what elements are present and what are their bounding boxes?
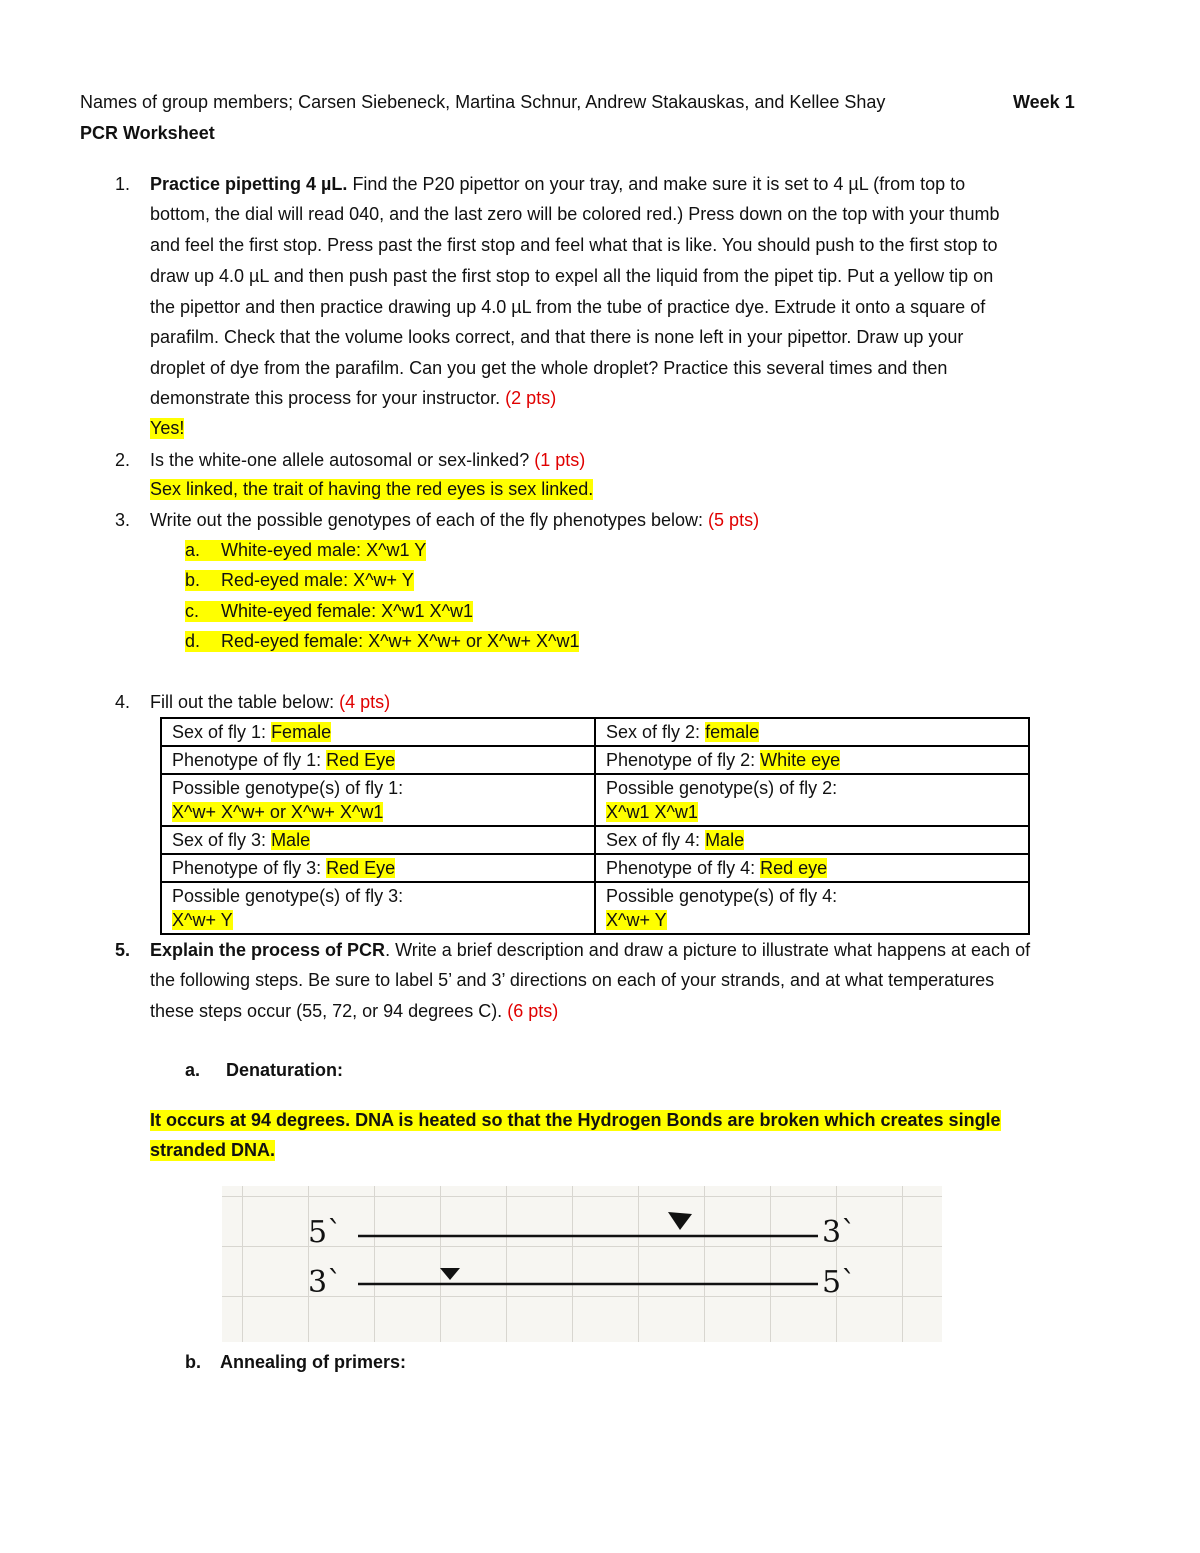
cell-answer: X^w1 X^w1: [606, 802, 698, 822]
q3-item-a-answer: X^w1 Y: [366, 540, 427, 560]
q5-heading: Explain the process of PCR: [150, 940, 386, 960]
q3-item-d-label: Red-eyed female:: [221, 631, 364, 651]
q2-points: (1 pts): [534, 450, 586, 470]
table-row: [161, 718, 1029, 746]
q3-item-b-answer: X^w+ Y: [353, 570, 414, 590]
cell-answer: Male: [271, 830, 311, 850]
q1-answer: Yes!: [150, 418, 185, 438]
top-strand-arrowhead: [668, 1212, 692, 1230]
cell-answer: female: [705, 722, 760, 742]
q3-item-d: [221, 631, 579, 652]
q3-item-b-letter: b.: [185, 570, 221, 591]
table-row: [161, 746, 1029, 774]
cell-label: Phenotype of fly 2:: [606, 750, 756, 770]
q2-question-line: [150, 450, 585, 471]
q5-line-1: the following steps. Be sure to label 5’ and 3’ directions on each of your strands, and at what temperatures: [150, 970, 995, 990]
q1-points: (2 pts): [505, 388, 557, 408]
bottom-right-label: 5`: [822, 1265, 857, 1300]
cell-label: Sex of fly 2:: [606, 722, 701, 742]
worksheet-title: PCR Worksheet: [80, 123, 215, 143]
table-cell: [595, 882, 1029, 934]
q1-line-7: demonstrate this process for your instructor.: [150, 388, 501, 408]
q3-item-a-label: White-eyed male:: [221, 540, 362, 560]
top-right-label: 3`: [822, 1215, 857, 1250]
q1-line-4: the pipettor and then practice drawing up 4.0 µL from the tube of practice dye. Extrude it onto a square of: [150, 297, 986, 317]
fly-table: [160, 717, 1030, 935]
q5-number: 5.: [115, 940, 131, 960]
table-row: [161, 774, 1029, 826]
cell-label: Possible genotype(s) of fly 4:: [606, 886, 838, 906]
table-cell: [161, 882, 595, 934]
q4-question: Fill out the table below:: [150, 692, 335, 712]
table-cell: [161, 746, 595, 774]
q5-b-label: Annealing of primers:: [220, 1352, 407, 1372]
cell-label: Possible genotype(s) of fly 2:: [606, 778, 838, 798]
q5-first-line: [150, 940, 1030, 961]
q3-item-a-letter: a.: [185, 540, 221, 561]
table-row: [161, 854, 1029, 882]
group-names: Names of group members; Carsen Siebeneck, Martina Schnur, Andrew Stakauskas, and Kellee Shay: [80, 92, 886, 112]
cell-answer: White eye: [760, 750, 841, 770]
denaturation-drawing: [222, 1186, 942, 1342]
q3-item-d-answer: X^w+ X^w+ or X^w+ X^w1: [368, 631, 580, 651]
bottom-left-label: 3`: [308, 1265, 343, 1300]
cell-label: Phenotype of fly 4:: [606, 858, 756, 878]
cell-label: Sex of fly 4:: [606, 830, 701, 850]
table-cell: [595, 774, 1029, 826]
q5-b-letter: b.: [185, 1352, 201, 1372]
q4-number: 4.: [115, 692, 131, 712]
q5-a-letter: a.: [185, 1060, 201, 1080]
q2-answer: Sex linked, the trait of having the red eyes is sex linked.: [150, 479, 594, 499]
q1-number: 1.: [115, 174, 131, 194]
cell-answer: Red Eye: [326, 858, 396, 878]
q5-a-answer-line-1: stranded DNA.: [150, 1140, 276, 1160]
q1-line-3: draw up 4.0 µL and then push past the first stop to expel all the liquid from the pipet tip. Put a yellow tip on: [150, 266, 994, 286]
q3-item-c-label: White-eyed female:: [221, 601, 377, 621]
cell-answer: X^w+ Y: [172, 910, 233, 930]
cell-answer: Male: [705, 830, 745, 850]
cell-answer: Red Eye: [326, 750, 396, 770]
table-cell: [595, 826, 1029, 854]
q3-item-b: [221, 570, 414, 591]
table-cell: [595, 718, 1029, 746]
q5-a-label: Denaturation:: [226, 1060, 343, 1080]
cell-answer: X^w+ Y: [606, 910, 667, 930]
q1-line-7-wrap: [150, 388, 556, 409]
q3-item-c-answer: X^w1 X^w1: [381, 601, 474, 621]
q3-item-a: [221, 540, 426, 561]
q3-number: 3.: [115, 510, 131, 530]
q3-item-c-letter: c.: [185, 601, 221, 622]
q3-item-b-label: Red-eyed male:: [221, 570, 349, 590]
week-label: Week 1: [1013, 92, 1075, 112]
q1-line-6: droplet of dye from the parafilm. Can you get the whole droplet? Practice this several times and then: [150, 358, 948, 378]
cell-label: Sex of fly 1:: [172, 722, 267, 742]
cell-label: Phenotype of fly 3:: [172, 858, 322, 878]
q1-heading: Practice pipetting 4 µL.: [150, 174, 348, 194]
q1-line-2: and feel the first stop. Press past the first stop and feel what that is like. You should push to the first stop to: [150, 235, 998, 255]
table-cell: [161, 854, 595, 882]
q3-points: (5 pts): [708, 510, 760, 530]
cell-label: Sex of fly 3:: [172, 830, 267, 850]
table-cell: [161, 718, 595, 746]
q5-a-answer-line-0: It occurs at 94 degrees. DNA is heated so that the Hydrogen Bonds are broken which creates single: [150, 1110, 1001, 1130]
q4-question-line: [150, 692, 390, 713]
cell-answer: X^w+ X^w+ or X^w+ X^w1: [172, 802, 384, 822]
q1-line-5: parafilm. Check that the volume looks correct, and that there is none left in your pipettor. Draw up your: [150, 327, 964, 347]
q5-line-2: these steps occur (55, 72, or 94 degrees C).: [150, 1001, 503, 1021]
cell-label: Possible genotype(s) of fly 1:: [172, 778, 404, 798]
table-cell: [161, 826, 595, 854]
table-cell: [595, 854, 1029, 882]
q1-line-0: Find the P20 pipettor on your tray, and make sure it is set to 4 µL (from top to: [352, 174, 966, 194]
table-row: [161, 826, 1029, 854]
bottom-strand-arrowhead: [440, 1268, 460, 1280]
q3-item-c: [221, 601, 473, 622]
dna-strands-sketch: [222, 1186, 942, 1342]
table-cell: [595, 746, 1029, 774]
q5-line-0: . Write a brief description and draw a picture to illustrate what happens at each of: [385, 940, 1031, 960]
q5-line-2-wrap: [150, 1001, 558, 1022]
q3-question-line: [150, 510, 759, 531]
q4-points: (4 pts): [339, 692, 391, 712]
q5-points: (6 pts): [507, 1001, 559, 1021]
top-left-label: 5`: [308, 1215, 343, 1250]
q1-first-line: [150, 174, 965, 195]
q1-line-1: bottom, the dial will read 040, and the last zero will be colored red.) Press down on the top with your thumb: [150, 204, 1000, 224]
cell-answer: Red eye: [760, 858, 828, 878]
q3-item-d-letter: d.: [185, 631, 221, 652]
cell-label: Possible genotype(s) of fly 3:: [172, 886, 404, 906]
cell-answer: Female: [271, 722, 332, 742]
cell-label: Phenotype of fly 1:: [172, 750, 322, 770]
q2-number: 2.: [115, 450, 131, 470]
table-cell: [161, 774, 595, 826]
q2-question: Is the white-one allele autosomal or sex-linked?: [150, 450, 530, 470]
table-row: [161, 882, 1029, 934]
q3-question: Write out the possible genotypes of each of the fly phenotypes below:: [150, 510, 704, 530]
